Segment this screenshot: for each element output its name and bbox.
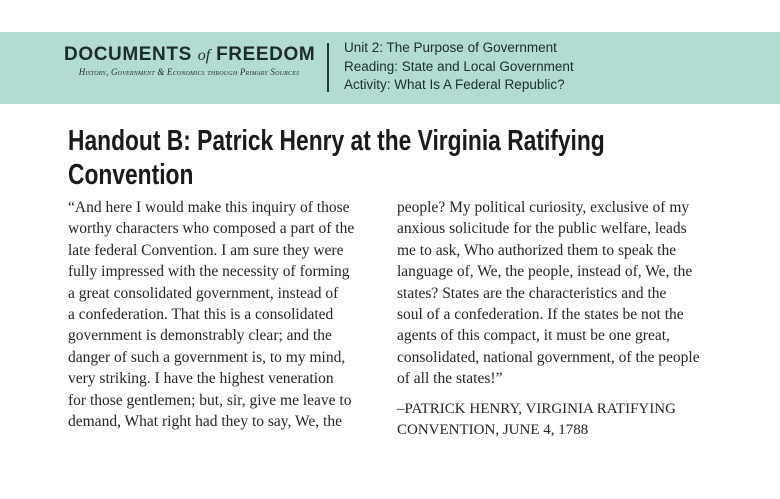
text-line: Reading: State and Local Government: [344, 58, 574, 74]
text-line: language of, We, the people, instead of, We, the: [397, 263, 693, 281]
text-line: me to ask, Who authorized them to speak the: [397, 241, 677, 259]
page-title: Handout B: Patrick Henry at the Virginia Ratifying Convention: [68, 125, 605, 191]
logo-word-of: of: [197, 47, 211, 64]
header-divider: [327, 43, 329, 92]
text-line: soul of a confederation. If the states be not the: [397, 306, 684, 324]
text-line: –PATRICK HENRY, VIRGINIA RATIFYING: [397, 400, 676, 417]
text-line: states? States are the characteristics and the: [397, 284, 667, 302]
course-info: [344, 39, 574, 95]
text-line: anxious solicitude for the public welfare, leads: [397, 220, 687, 238]
text-line: a great consolidated government, instead of: [68, 284, 339, 302]
text-line: consolidated, national government, of the people: [397, 348, 700, 366]
logo-word-documents: DOCUMENTS: [64, 44, 192, 65]
attribution: [397, 399, 700, 442]
quote-column-right: [397, 197, 700, 390]
quote-column-left: [68, 197, 354, 432]
logo-subtitle: History, Government & Economics through Primary Sources: [78, 67, 300, 77]
logo: [64, 44, 314, 77]
text-line: worthy characters who composed a part of the: [68, 220, 355, 238]
text-line: of all the states!”: [397, 370, 503, 388]
text-line: late federal Convention. I am sure they were: [68, 241, 344, 259]
text-line: demand, What right had they to say, We, the: [68, 413, 342, 431]
text-line: “And here I would make this inquiry of those: [68, 199, 350, 216]
text-line: fully impressed with the necessity of forming: [68, 263, 350, 281]
header-band: [0, 32, 780, 104]
text-line: government is demonstrably clear; and the: [68, 327, 332, 345]
quote-column-right-wrap: [397, 197, 700, 442]
text-line: danger of such a government is, to my mind,: [68, 348, 346, 366]
text-line: people? My political curiosity, exclusive of my: [397, 199, 690, 216]
text-line: for those gentlemen; but, sir, give me leave to: [68, 391, 352, 409]
logo-word-freedom: FREEDOM: [216, 44, 316, 65]
text-line: Unit 2: The Purpose of Government: [344, 40, 557, 55]
text-line: a confederation. That this is a consolidated: [68, 306, 334, 324]
text-line: agents of this compact, it must be one great,: [397, 327, 670, 345]
text-line: very striking. I have the highest veneration: [68, 370, 334, 388]
text-line: CONVENTION, JUNE 4, 1788: [397, 422, 589, 439]
text-line: Activity: What Is A Federal Republic?: [344, 77, 565, 92]
logo-title: [64, 44, 314, 66]
